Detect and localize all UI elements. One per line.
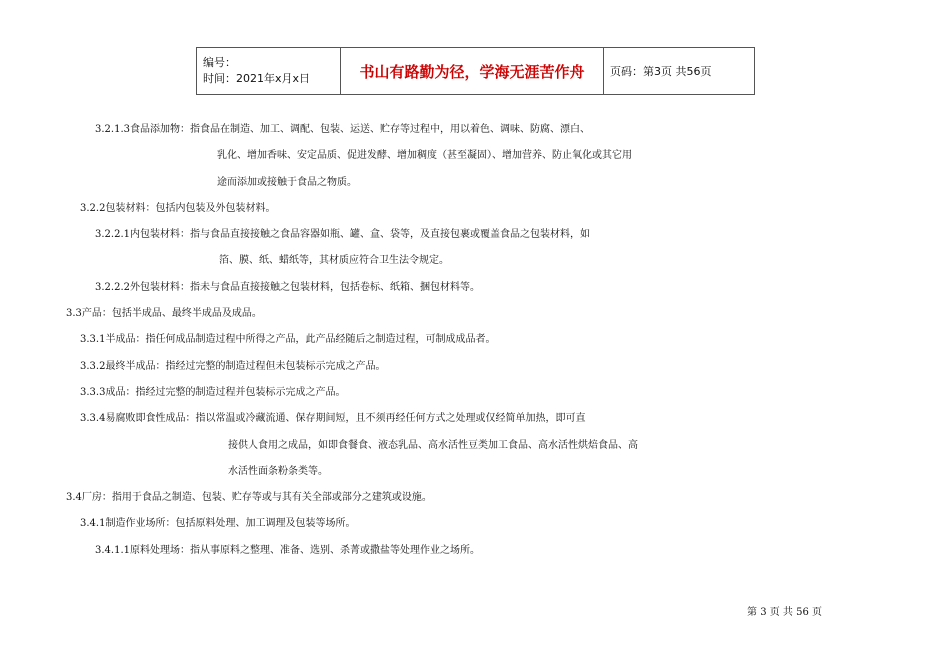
header-page-number: 页码：第3页 共56页	[604, 48, 755, 95]
clause-3-3-4-cont-2: 水活性面条粉条类等。	[228, 465, 328, 477]
clause-3-2-2: 3.2.2包装材料：包括内包装及外包装材料。	[80, 202, 276, 214]
document-body	[0, 117, 950, 564]
clause-3-4-1-1: 3.4.1.1原料处理场：指从事原料之整理、准备、选别、杀菁或撒盐等处理作业之场所。	[95, 544, 480, 556]
clause-3-2-2-1-cont: 箔、膜、纸、蜡纸等，其材质应符合卫生法令规定。	[219, 255, 449, 267]
clause-3-2-1-3-cont-2: 途而添加或接触于食品之物质。	[217, 176, 357, 188]
clause-3-2-2-1: 3.2.2.1内包装材料：指与食品直接接触之食品容器如瓶、罐、盒、袋等，及直接包裹或覆盖食品之包装材料，如	[95, 229, 590, 241]
document-header	[196, 47, 755, 95]
clause-3-4: 3.4厂房：指用于食品之制造、包装、贮存等或与其有关全部或部分之建筑或设施。	[66, 492, 432, 504]
clause-3-2-1-3: 3.2.1.3食品添加物：指食品在制造、加工、调配、包装、运送、贮存等过程中，用以着色、调味、防腐、漂白、	[95, 124, 590, 135]
clause-3-3-1: 3.3.1半成品：指任何成品制造过程中所得之产品，此产品经随后之制造过程，可制成成品者。	[80, 334, 496, 346]
header-motto: 书山有路勤为径，学海无涯苦作舟	[341, 48, 604, 95]
clause-3-3-4-cont-1: 接供人食用之成品，如即食餐食、液态乳品、高水活性豆类加工食品、高水活性烘焙食品、高	[228, 439, 638, 451]
document-date: 时间：2021年x月x日	[203, 72, 311, 85]
header-meta	[197, 48, 341, 95]
clause-3-3: 3.3产品：包括半成品、最终半成品及成品。	[66, 308, 262, 320]
page-footer: 第 3 页 共 56 页	[747, 607, 822, 618]
clause-3-3-2: 3.3.2最终半成品：指经过完整的制造过程但未包装标示完成之产品。	[80, 360, 386, 372]
document-number: 编号：	[203, 56, 236, 69]
clause-3-2-2-2: 3.2.2.2外包装材料：指未与食品直接接触之包装材料，包括卷标、纸箱、捆包材料等。	[95, 281, 480, 293]
clause-3-3-3: 3.3.3成品：指经过完整的制造过程并包装标示完成之产品。	[80, 386, 346, 398]
clause-3-3-4: 3.3.4易腐败即食性成品：指以常温或冷藏流通、保存期间短，且不须再经任何方式之处理或仅经简单加热，即可直	[80, 413, 586, 425]
clause-3-4-1: 3.4.1制造作业场所：包括原料处理、加工调理及包装等场所。	[80, 518, 356, 530]
clause-3-2-1-3-cont-1: 乳化、增加香味、安定品质、促进发酵、增加稠度（甚至凝固）、增加营养、防止氧化或其它用	[217, 150, 632, 162]
